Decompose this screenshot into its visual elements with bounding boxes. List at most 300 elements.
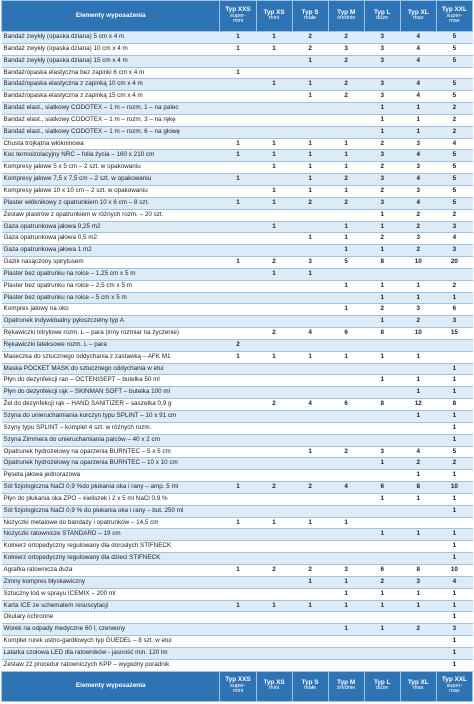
- footer-col-s: Typ S małe: [292, 671, 328, 701]
- quantity-cell: 3: [364, 446, 400, 458]
- quantity-cell: 4: [292, 399, 328, 411]
- item-name: Opatrunek hydrożelowy na oparzenia BURNTEC – 10 x 10 cm: [2, 458, 220, 470]
- quantity-cell: [256, 411, 292, 423]
- table-row: [2, 399, 473, 411]
- table-row: [2, 422, 473, 434]
- item-name: Płyn do dezynfekcji ran – OCTENISEPT – butelka 50 ml: [2, 375, 220, 387]
- quantity-cell: 1: [364, 221, 400, 233]
- item-name: Koc termoizolacyjny NRC – folia życia – 160 x 210 cm: [2, 150, 220, 162]
- quantity-cell: 1: [436, 553, 472, 565]
- item-name: Maseczka do sztucznego oddychania z zastawką – AFK M1: [2, 351, 220, 363]
- quantity-cell: [328, 114, 364, 126]
- quantity-cell: 1: [256, 150, 292, 162]
- quantity-cell: 1: [292, 185, 328, 197]
- quantity-cell: 3: [364, 55, 400, 67]
- quantity-cell: 1: [220, 600, 256, 612]
- quantity-cell: [292, 363, 328, 375]
- quantity-cell: [292, 114, 328, 126]
- quantity-cell: [220, 624, 256, 636]
- quantity-cell: 4: [400, 32, 436, 44]
- item-name: Sztuczny lód w sprayu ICEMIX – 200 ml: [2, 588, 220, 600]
- quantity-cell: 4: [400, 446, 436, 458]
- table-row: [2, 339, 473, 351]
- quantity-cell: [256, 209, 292, 221]
- quantity-cell: 1: [400, 126, 436, 138]
- quantity-cell: 2: [436, 458, 472, 470]
- quantity-cell: [220, 209, 256, 221]
- header-col-xxl: Typ XXL super- max: [436, 1, 472, 32]
- quantity-cell: [220, 553, 256, 565]
- quantity-cell: [220, 588, 256, 600]
- item-name: Gaza opatrunkowa jałowa 0,25 m2: [2, 221, 220, 233]
- quantity-cell: 1: [400, 588, 436, 600]
- item-name: Bandaż zwykły (opaska dziana) 5 cm x 4 m: [2, 32, 220, 44]
- table-row: [2, 505, 473, 517]
- quantity-cell: [292, 493, 328, 505]
- item-name: Bandaż/opaska elastyczna bez zapinki 6 cm x 4 m: [2, 67, 220, 79]
- item-name: Zimny kompres błyskawiczny: [2, 576, 220, 588]
- quantity-cell: 2: [364, 233, 400, 245]
- quantity-cell: [328, 387, 364, 399]
- quantity-cell: 1: [400, 103, 436, 115]
- quantity-cell: 1: [364, 245, 400, 257]
- quantity-cell: [292, 612, 328, 624]
- quantity-cell: [328, 339, 364, 351]
- quantity-cell: [220, 636, 256, 648]
- quantity-cell: 1: [436, 375, 472, 387]
- quantity-cell: 5: [328, 257, 364, 269]
- table-row: [2, 268, 473, 280]
- quantity-cell: 2: [364, 162, 400, 174]
- quantity-cell: 1: [364, 114, 400, 126]
- table-body: [2, 32, 473, 672]
- quantity-cell: 2: [436, 103, 472, 115]
- footer-col-xxl: Typ XXL super- max: [436, 671, 472, 701]
- quantity-cell: 3: [364, 174, 400, 186]
- item-name: Plaster bez opatrunku na rolce – 1,25 cm x 5 m: [2, 268, 220, 280]
- quantity-cell: 10: [436, 482, 472, 494]
- item-name: Latarka czołowa LED dla ratowników - jasność min. 120 lm: [2, 647, 220, 659]
- quantity-cell: [256, 529, 292, 541]
- quantity-cell: [220, 458, 256, 470]
- quantity-cell: 2: [256, 564, 292, 576]
- quantity-cell: [292, 316, 328, 328]
- quantity-cell: 1: [400, 411, 436, 423]
- quantity-cell: 3: [328, 43, 364, 55]
- footer-col-xs: Typ XS mini: [256, 671, 292, 701]
- quantity-cell: 4: [400, 174, 436, 186]
- table-row: [2, 541, 473, 553]
- table-row: [2, 221, 473, 233]
- quantity-cell: 4: [436, 233, 472, 245]
- quantity-cell: [292, 221, 328, 233]
- quantity-cell: 2: [292, 197, 328, 209]
- table-row: [2, 576, 473, 588]
- quantity-cell: [400, 612, 436, 624]
- quantity-cell: [328, 209, 364, 221]
- quantity-cell: 1: [400, 470, 436, 482]
- quantity-cell: 1: [328, 138, 364, 150]
- quantity-cell: [220, 576, 256, 588]
- quantity-cell: [256, 292, 292, 304]
- quantity-cell: [220, 434, 256, 446]
- item-name: Kompresy jałowe 5 x 5 cm – 2 szt. w opakowaniu: [2, 162, 220, 174]
- item-name: Komplet rurek ustno-gardłowych typ GUEDEL – 8 szt. w etui: [2, 636, 220, 648]
- quantity-cell: [256, 470, 292, 482]
- item-name: Sól fizjologiczna NaCl 0,9 %do płukania oka i rany – amp. 5 ml: [2, 482, 220, 494]
- table-row: [2, 636, 473, 648]
- table-row: [2, 79, 473, 91]
- quantity-cell: [256, 339, 292, 351]
- quantity-cell: 3: [400, 138, 436, 150]
- quantity-cell: 2: [328, 32, 364, 44]
- quantity-cell: [256, 91, 292, 103]
- quantity-cell: [364, 517, 400, 529]
- quantity-cell: 4: [400, 55, 436, 67]
- quantity-cell: 2: [400, 209, 436, 221]
- quantity-cell: 6: [364, 564, 400, 576]
- quantity-cell: 1: [256, 32, 292, 44]
- quantity-cell: 4: [436, 138, 472, 150]
- table-row: [2, 280, 473, 292]
- quantity-cell: 1: [328, 351, 364, 363]
- quantity-cell: [364, 553, 400, 565]
- table-row: [2, 174, 473, 186]
- quantity-cell: [220, 505, 256, 517]
- quantity-cell: [400, 541, 436, 553]
- quantity-cell: 1: [436, 470, 472, 482]
- quantity-cell: 1: [292, 233, 328, 245]
- quantity-cell: 2: [400, 245, 436, 257]
- item-name: Gaza opatrunkowa jałowa 1 m2: [2, 245, 220, 257]
- quantity-cell: [436, 351, 472, 363]
- quantity-cell: [220, 316, 256, 328]
- quantity-cell: [256, 446, 292, 458]
- quantity-cell: 1: [400, 280, 436, 292]
- quantity-cell: 6: [436, 304, 472, 316]
- quantity-cell: 8: [364, 399, 400, 411]
- item-name: Plaster włóknikowy z opatrunkiem 10 x 6 cm – 8 szt.: [2, 197, 220, 209]
- quantity-cell: 1: [364, 292, 400, 304]
- item-name: Kompresy jałowe 7,5 x 7,5 cm – 2 szt. w opakowaniu: [2, 174, 220, 186]
- table-row: [2, 434, 473, 446]
- quantity-cell: [364, 434, 400, 446]
- table-row: [2, 55, 473, 67]
- quantity-cell: 8: [364, 328, 400, 340]
- quantity-cell: [292, 422, 328, 434]
- quantity-cell: 1: [328, 304, 364, 316]
- quantity-cell: 1: [256, 221, 292, 233]
- header-row: [2, 1, 473, 32]
- quantity-cell: 1: [400, 375, 436, 387]
- item-name: Płyn do dezynfekcji rąk – SKINMAN SOFT – butelka 100 ml: [2, 387, 220, 399]
- quantity-cell: 1: [220, 150, 256, 162]
- quantity-cell: 1: [220, 564, 256, 576]
- quantity-cell: 1: [292, 446, 328, 458]
- quantity-cell: 2: [292, 43, 328, 55]
- quantity-cell: 4: [436, 576, 472, 588]
- quantity-cell: 1: [220, 482, 256, 494]
- quantity-cell: [328, 612, 364, 624]
- quantity-cell: 2: [436, 114, 472, 126]
- quantity-cell: [220, 612, 256, 624]
- table-row: [2, 387, 473, 399]
- quantity-cell: 3: [400, 233, 436, 245]
- item-name: Bandaż/opaska elastyczna z zapinką 15 cm x 4 m: [2, 91, 220, 103]
- quantity-cell: 2: [364, 304, 400, 316]
- quantity-cell: 1: [292, 174, 328, 186]
- item-name: Worek na odpady medyczne 60 l, czerwony: [2, 624, 220, 636]
- quantity-cell: 2: [256, 328, 292, 340]
- quantity-cell: 10: [400, 257, 436, 269]
- quantity-cell: [400, 434, 436, 446]
- quantity-cell: 1: [364, 209, 400, 221]
- quantity-cell: 1: [220, 197, 256, 209]
- quantity-cell: [292, 434, 328, 446]
- quantity-cell: 1: [220, 32, 256, 44]
- quantity-cell: 1: [292, 79, 328, 91]
- quantity-cell: [256, 280, 292, 292]
- quantity-cell: 1: [292, 600, 328, 612]
- quantity-cell: [328, 292, 364, 304]
- quantity-cell: [220, 375, 256, 387]
- quantity-cell: [436, 67, 472, 79]
- quantity-cell: [292, 126, 328, 138]
- item-name: Szyna do unieruchamiania korczyn typu SPLINT – 10 x 91 cm: [2, 411, 220, 423]
- quantity-cell: 1: [328, 185, 364, 197]
- quantity-cell: [256, 434, 292, 446]
- quantity-cell: [220, 162, 256, 174]
- quantity-cell: [220, 91, 256, 103]
- quantity-cell: 8: [400, 482, 436, 494]
- table-row: [2, 493, 473, 505]
- footer-col-l: Typ L duże: [364, 671, 400, 701]
- quantity-cell: [220, 185, 256, 197]
- quantity-cell: [292, 458, 328, 470]
- quantity-cell: 8: [364, 257, 400, 269]
- quantity-cell: 1: [220, 351, 256, 363]
- quantity-cell: 1: [292, 150, 328, 162]
- quantity-cell: [328, 375, 364, 387]
- quantity-cell: [292, 553, 328, 565]
- table-row: [2, 351, 473, 363]
- quantity-cell: 8: [436, 399, 472, 411]
- table-row: [2, 233, 473, 245]
- quantity-cell: [256, 624, 292, 636]
- quantity-cell: 5: [436, 79, 472, 91]
- footer-col-m: Typ M średnie: [328, 671, 364, 701]
- quantity-cell: 2: [364, 576, 400, 588]
- table-row: [2, 564, 473, 576]
- quantity-cell: 1: [436, 636, 472, 648]
- item-name: Bandaż elast., siatkowy CODOTEX – 1 m – rozm. 3 – na rękę: [2, 114, 220, 126]
- quantity-cell: 1: [400, 292, 436, 304]
- quantity-cell: [292, 505, 328, 517]
- quantity-cell: 1: [328, 162, 364, 174]
- quantity-cell: [364, 363, 400, 375]
- quantity-cell: [292, 387, 328, 399]
- quantity-cell: 6: [364, 482, 400, 494]
- quantity-cell: [220, 422, 256, 434]
- header-col-l: Typ L duże: [364, 1, 400, 32]
- quantity-cell: [328, 505, 364, 517]
- quantity-cell: 1: [328, 280, 364, 292]
- quantity-cell: 2: [220, 339, 256, 351]
- quantity-cell: 1: [436, 647, 472, 659]
- quantity-cell: 15: [436, 328, 472, 340]
- quantity-cell: [292, 411, 328, 423]
- quantity-cell: 10: [436, 564, 472, 576]
- quantity-cell: 5: [436, 185, 472, 197]
- table-row: [2, 470, 473, 482]
- header-col-xs: Typ XS mini: [256, 1, 292, 32]
- quantity-cell: 2: [328, 55, 364, 67]
- quantity-cell: [256, 541, 292, 553]
- quantity-cell: 3: [364, 91, 400, 103]
- quantity-cell: 4: [328, 482, 364, 494]
- quantity-cell: 1: [436, 612, 472, 624]
- quantity-cell: [328, 470, 364, 482]
- quantity-cell: [220, 328, 256, 340]
- quantity-cell: 6: [328, 328, 364, 340]
- quantity-cell: 3: [364, 32, 400, 44]
- item-name: Kołnierz ortopedyczny regulowany dla dzieci STIFNECK: [2, 553, 220, 565]
- quantity-cell: [220, 529, 256, 541]
- table-row: [2, 529, 473, 541]
- quantity-cell: [292, 280, 328, 292]
- quantity-cell: [364, 636, 400, 648]
- table-row: [2, 659, 473, 671]
- quantity-cell: 5: [436, 197, 472, 209]
- header-col-s: Typ S małe: [292, 1, 328, 32]
- quantity-cell: [364, 505, 400, 517]
- quantity-cell: 1: [436, 659, 472, 671]
- quantity-cell: 4: [400, 91, 436, 103]
- item-name: Gaza opatrunkowa jałowa 0,5 m2: [2, 233, 220, 245]
- quantity-cell: [400, 339, 436, 351]
- quantity-cell: 1: [256, 351, 292, 363]
- quantity-cell: [256, 174, 292, 186]
- quantity-cell: [256, 553, 292, 565]
- quantity-cell: [436, 268, 472, 280]
- table-row: [2, 588, 473, 600]
- table-row: [2, 162, 473, 174]
- quantity-cell: [292, 67, 328, 79]
- table-row: [2, 197, 473, 209]
- table-row: [2, 612, 473, 624]
- table-row: [2, 138, 473, 150]
- item-name: Chusta trójkątna włókninowa: [2, 138, 220, 150]
- quantity-cell: 12: [400, 399, 436, 411]
- quantity-cell: [256, 304, 292, 316]
- quantity-cell: 2: [436, 126, 472, 138]
- quantity-cell: [292, 209, 328, 221]
- quantity-cell: 2: [256, 257, 292, 269]
- quantity-cell: 2: [400, 624, 436, 636]
- quantity-cell: [400, 505, 436, 517]
- quantity-cell: 1: [364, 600, 400, 612]
- quantity-cell: [328, 434, 364, 446]
- quantity-cell: 1: [364, 280, 400, 292]
- quantity-cell: 4: [400, 197, 436, 209]
- quantity-cell: 2: [256, 482, 292, 494]
- header-col-m: Typ M średnie: [328, 1, 364, 32]
- quantity-cell: [292, 624, 328, 636]
- quantity-cell: 8: [400, 564, 436, 576]
- quantity-cell: [220, 304, 256, 316]
- table-row: [2, 446, 473, 458]
- quantity-cell: 1: [436, 434, 472, 446]
- item-name: Zestaw 22 procedur ratowniczych KPP – wygodny poradnik: [2, 659, 220, 671]
- item-name: Żel do dezynfekcji rąk – HAND SANITIZER – saszetka 0,9 g: [2, 399, 220, 411]
- quantity-cell: [328, 529, 364, 541]
- quantity-cell: 1: [328, 233, 364, 245]
- quantity-cell: [364, 612, 400, 624]
- quantity-cell: [364, 541, 400, 553]
- quantity-cell: 1: [436, 363, 472, 375]
- quantity-cell: 2: [436, 209, 472, 221]
- quantity-cell: [220, 55, 256, 67]
- quantity-cell: 3: [436, 221, 472, 233]
- quantity-cell: 1: [364, 316, 400, 328]
- quantity-cell: 1: [256, 197, 292, 209]
- quantity-cell: [364, 647, 400, 659]
- table-row: [2, 411, 473, 423]
- quantity-cell: 20: [436, 257, 472, 269]
- quantity-cell: 1: [220, 43, 256, 55]
- quantity-cell: [256, 588, 292, 600]
- quantity-cell: [292, 470, 328, 482]
- table-row: [2, 624, 473, 636]
- item-name: Plaster bez opatrunku na rolce – 5 cm x 5 m: [2, 292, 220, 304]
- quantity-cell: [220, 541, 256, 553]
- quantity-cell: [328, 363, 364, 375]
- quantity-cell: [328, 541, 364, 553]
- quantity-cell: [364, 268, 400, 280]
- quantity-cell: [328, 553, 364, 565]
- quantity-cell: 1: [436, 529, 472, 541]
- quantity-cell: [256, 576, 292, 588]
- quantity-cell: [256, 233, 292, 245]
- quantity-cell: 1: [364, 126, 400, 138]
- item-name: Sól fizjologiczna NaCl 0,9 % do płukania oka i rany – but. 250 ml: [2, 505, 220, 517]
- table-row: [2, 328, 473, 340]
- quantity-cell: 1: [364, 588, 400, 600]
- quantity-cell: [364, 422, 400, 434]
- quantity-cell: [220, 470, 256, 482]
- quantity-cell: 3: [328, 564, 364, 576]
- quantity-cell: [292, 292, 328, 304]
- quantity-cell: [364, 339, 400, 351]
- quantity-cell: 2: [328, 174, 364, 186]
- quantity-cell: 1: [220, 67, 256, 79]
- quantity-cell: [400, 647, 436, 659]
- quantity-cell: [328, 126, 364, 138]
- quantity-cell: 2: [328, 79, 364, 91]
- quantity-cell: 2: [292, 482, 328, 494]
- item-name: Zestaw plastrów z opatrunkiem w różnych rozm. – 20 szt.: [2, 209, 220, 221]
- quantity-cell: [292, 103, 328, 115]
- quantity-cell: [292, 541, 328, 553]
- quantity-cell: [400, 517, 436, 529]
- quantity-cell: 1: [436, 600, 472, 612]
- quantity-cell: 1: [328, 588, 364, 600]
- quantity-cell: [220, 647, 256, 659]
- quantity-cell: [400, 659, 436, 671]
- quantity-cell: 1: [220, 517, 256, 529]
- item-name: Nożyczki ratownicze STANDARD – 19 cm: [2, 529, 220, 541]
- quantity-cell: 4: [400, 43, 436, 55]
